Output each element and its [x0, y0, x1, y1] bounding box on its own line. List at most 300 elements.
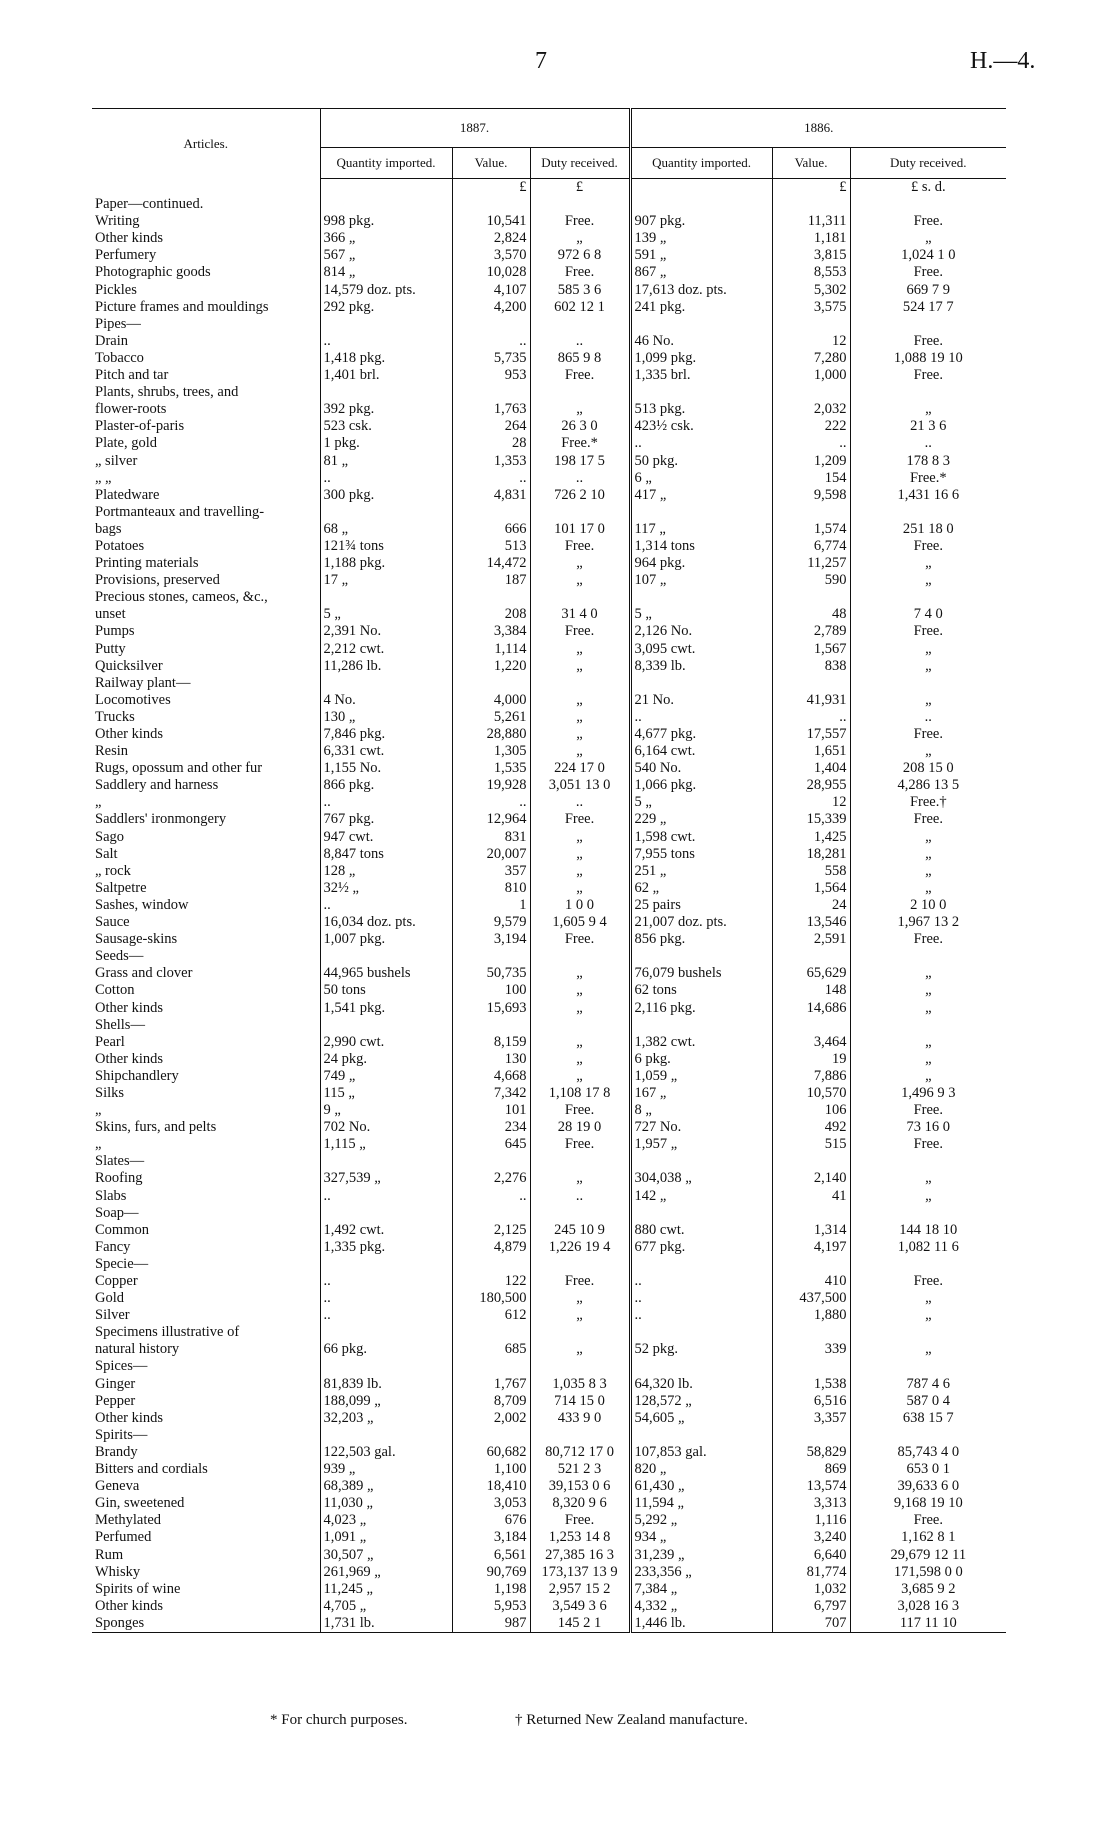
- quantity-1886: 1,335 brl.: [630, 367, 772, 384]
- value-1886: [772, 1427, 850, 1444]
- value-1886: 1,116: [772, 1512, 850, 1529]
- duty-1887: 585 3 6: [530, 282, 630, 299]
- duty-1887: 198 17 5: [530, 453, 630, 470]
- quantity-1887: 814 „: [320, 264, 452, 281]
- article-name: Sauce: [95, 914, 130, 931]
- table-row: [92, 760, 1006, 777]
- duty-1887: 1,253 14 8: [530, 1529, 630, 1546]
- value-1887: [452, 196, 530, 213]
- quantity-1886: 62 tons: [630, 982, 772, 999]
- value-1886: 106: [772, 1102, 850, 1119]
- value-1886: 1,567: [772, 641, 850, 658]
- article-name: Seeds—: [95, 948, 144, 965]
- duty-1886: „: [850, 658, 1006, 675]
- quantity-1887: [320, 504, 452, 521]
- duty-1886: [850, 675, 1006, 692]
- quantity-1886: [630, 948, 772, 965]
- value-1887: 1,763: [452, 401, 530, 418]
- table-row: [92, 1273, 1006, 1290]
- value-1886: 492: [772, 1119, 850, 1136]
- table-row: [92, 1393, 1006, 1410]
- table-row: [92, 1341, 1006, 1358]
- quantity-1887: 4 No.: [320, 692, 452, 709]
- quantity-1887: 130 „: [320, 709, 452, 726]
- duty-1887: 1,605 9 4: [530, 914, 630, 931]
- duty-1887: „: [530, 1170, 630, 1187]
- article-name: Pipes—: [95, 315, 141, 332]
- article-name: Picture frames and mouldings: [95, 298, 269, 315]
- duty-1886: [850, 504, 1006, 521]
- quantity-1887: 2,391 No.: [320, 623, 452, 640]
- duty-1887: „: [530, 709, 630, 726]
- quantity-1887: 1,731 lb.: [320, 1615, 452, 1633]
- table-row: [92, 1547, 1006, 1564]
- table-row: [92, 196, 1006, 213]
- article-name: Saddlers' ironmongery: [95, 811, 227, 828]
- quantity-1886: [630, 196, 772, 213]
- quantity-1887: 998 pkg.: [320, 213, 452, 230]
- table-row: [92, 282, 1006, 299]
- quantity-1887: 300 pkg.: [320, 487, 452, 504]
- table-row: [92, 1153, 1006, 1170]
- duty-1886: 73 16 0: [850, 1119, 1006, 1136]
- value-1887: 90,769: [452, 1564, 530, 1581]
- value-1887: 208: [452, 606, 530, 623]
- duty-1886: 1,431 16 6: [850, 487, 1006, 504]
- quantity-1887: 32½ „: [320, 880, 452, 897]
- duty-1887: „: [530, 1307, 630, 1324]
- quantity-1887: 1,335 pkg.: [320, 1239, 452, 1256]
- quantity-1887: 44,965 bushels: [320, 965, 452, 982]
- value-1886: 17,557: [772, 726, 850, 743]
- duty-1886: Free.: [850, 1512, 1006, 1529]
- value-1887: 122: [452, 1273, 530, 1290]
- value-1886: 13,574: [772, 1478, 850, 1495]
- article-name: Trucks: [95, 708, 135, 725]
- duty-1887: 972 6 8: [530, 247, 630, 264]
- value-1886: 4,197: [772, 1239, 850, 1256]
- articles-header: Articles.: [183, 135, 228, 151]
- quantity-1887: 122,503 gal.: [320, 1444, 452, 1461]
- table-row: [92, 504, 1006, 521]
- value-1887: 180,500: [452, 1290, 530, 1307]
- value-1886: 6,797: [772, 1598, 850, 1615]
- quantity-1887: 188,099 „: [320, 1393, 452, 1410]
- table-row: [92, 982, 1006, 999]
- duty-1887: Free.: [530, 931, 630, 948]
- duty-1887: 31 4 0: [530, 606, 630, 623]
- table-row: [92, 692, 1006, 709]
- duty-1886: [850, 316, 1006, 333]
- article-name: Fancy: [95, 1238, 131, 1255]
- quantity-1887: 947 cwt.: [320, 829, 452, 846]
- value-1887: 3,053: [452, 1495, 530, 1512]
- article-name: Silks: [95, 1084, 125, 1101]
- quantity-1887: [320, 1017, 452, 1034]
- quantity-1886: 417 „: [630, 487, 772, 504]
- quantity-1887: 66 pkg.: [320, 1341, 452, 1358]
- article-name: Spirits of wine: [95, 1580, 181, 1597]
- duty-1886: 144 18 10: [850, 1222, 1006, 1239]
- value-1886: 11,311: [772, 213, 850, 230]
- value-1887: 831: [452, 829, 530, 846]
- value-1886: [772, 504, 850, 521]
- value-1886: 2,140: [772, 1170, 850, 1187]
- currency-value-1887: £: [452, 179, 530, 197]
- duty-1887: Free.*: [530, 435, 630, 452]
- duty-1886: „: [850, 572, 1006, 589]
- duty-1887: ..: [530, 1188, 630, 1205]
- value-1887: 2,824: [452, 230, 530, 247]
- duty-1887: 2,957 15 2: [530, 1581, 630, 1598]
- value-1887: ..: [452, 333, 530, 350]
- quantity-1887: 81,839 lb.: [320, 1376, 452, 1393]
- duty-1886: „: [850, 401, 1006, 418]
- quantity-1886: 867 „: [630, 264, 772, 281]
- value-1886: 8,553: [772, 264, 850, 281]
- document-code: H.—4.: [970, 48, 1036, 74]
- quantity-1886: 677 pkg.: [630, 1239, 772, 1256]
- quantity-1887: 702 No.: [320, 1119, 452, 1136]
- quantity-1887: 1,492 cwt.: [320, 1222, 452, 1239]
- duty-1887: 27,385 16 3: [530, 1547, 630, 1564]
- table-row: [92, 1427, 1006, 1444]
- value-1886: [772, 1256, 850, 1273]
- value-1887: 645: [452, 1136, 530, 1153]
- value-1887: [452, 384, 530, 401]
- value-1886: 1,880: [772, 1307, 850, 1324]
- duty-1887: „: [530, 965, 630, 982]
- article-name: Resin: [95, 743, 129, 760]
- duty-1886: 669 7 9: [850, 282, 1006, 299]
- article-name: Specie—: [95, 1255, 149, 1272]
- duty-1887: Free.: [530, 213, 630, 230]
- quantity-header-1887: Quantity imported.: [320, 148, 452, 179]
- article-name: Bitters and cordials: [95, 1461, 208, 1478]
- quantity-1886: 62 „: [630, 880, 772, 897]
- duty-1887: „: [530, 1034, 630, 1051]
- duty-1887: Free.: [530, 623, 630, 640]
- value-1886: 222: [772, 418, 850, 435]
- quantity-1887: 17 „: [320, 572, 452, 589]
- value-1886: 3,815: [772, 247, 850, 264]
- value-1887: 1,220: [452, 658, 530, 675]
- value-1886: 6,774: [772, 538, 850, 555]
- value-1887: 15,693: [452, 1000, 530, 1017]
- duty-1887: Free.: [530, 811, 630, 828]
- currency-duty-1886: £ s. d.: [850, 179, 1006, 197]
- value-1887: 1,353: [452, 453, 530, 470]
- table-row: [92, 453, 1006, 470]
- quantity-1886: [630, 1324, 772, 1341]
- quantity-1886: ..: [630, 1273, 772, 1290]
- quantity-1886: 304,038 „: [630, 1170, 772, 1187]
- table-row: [92, 743, 1006, 760]
- duty-1887: „: [530, 982, 630, 999]
- value-1887: 2,276: [452, 1170, 530, 1187]
- value-1887: [452, 316, 530, 333]
- table-row: [92, 1170, 1006, 1187]
- duty-1886: 117 11 10: [850, 1615, 1006, 1633]
- article-name: „: [95, 1136, 102, 1153]
- article-name: flower-roots: [95, 401, 167, 418]
- quantity-1887: 30,507 „: [320, 1547, 452, 1564]
- duty-1887: [530, 1017, 630, 1034]
- value-1887: 685: [452, 1341, 530, 1358]
- quantity-1887: 767 pkg.: [320, 811, 452, 828]
- table-row: [92, 367, 1006, 384]
- table-row: [92, 333, 1006, 350]
- duty-1886: Free.: [850, 931, 1006, 948]
- duty-1886: „: [850, 1051, 1006, 1068]
- currency-duty-1887: £: [530, 179, 630, 197]
- footnote-returned: † Returned New Zealand manufacture.: [515, 1712, 748, 1728]
- duty-1886: „: [850, 846, 1006, 863]
- value-1887: 810: [452, 880, 530, 897]
- value-1886: ..: [772, 709, 850, 726]
- value-1886: 838: [772, 658, 850, 675]
- quantity-1886: ..: [630, 1307, 772, 1324]
- quantity-1886: 4,332 „: [630, 1598, 772, 1615]
- article-name: Plants, shrubs, trees, and: [95, 384, 239, 401]
- quantity-1886: 907 pkg.: [630, 213, 772, 230]
- duty-1886: „: [850, 880, 1006, 897]
- table-row: [92, 470, 1006, 487]
- quantity-1887: ..: [320, 333, 452, 350]
- value-1886: 590: [772, 572, 850, 589]
- duty-1887: „: [530, 1290, 630, 1307]
- table-row: [92, 1239, 1006, 1256]
- article-name: Sponges: [92, 1615, 320, 1633]
- value-1886: 41: [772, 1188, 850, 1205]
- quantity-1886: 513 pkg.: [630, 401, 772, 418]
- duty-1886: [850, 196, 1006, 213]
- quantity-1887: 2,212 cwt.: [320, 641, 452, 658]
- value-1886: 65,629: [772, 965, 850, 982]
- quantity-1886: 64,320 lb.: [630, 1376, 772, 1393]
- value-1886: 1,651: [772, 743, 850, 760]
- value-1886: 707: [772, 1615, 850, 1633]
- value-1887: 3,570: [452, 247, 530, 264]
- table-row: [92, 675, 1006, 692]
- article-name: „ „: [95, 469, 112, 486]
- table-row: [92, 897, 1006, 914]
- quantity-1886: 61,430 „: [630, 1478, 772, 1495]
- duty-1886: „: [850, 1170, 1006, 1187]
- value-1886: 1,000: [772, 367, 850, 384]
- duty-1887: „: [530, 726, 630, 743]
- value-1886: 1,032: [772, 1581, 850, 1598]
- table-row: [92, 555, 1006, 572]
- duty-1886: „: [850, 965, 1006, 982]
- value-1887: 10,541: [452, 213, 530, 230]
- article-name: Pepper: [95, 1392, 136, 1409]
- article-name: Geneva: [95, 1478, 140, 1495]
- table-row: [92, 299, 1006, 316]
- quantity-1887: 6,331 cwt.: [320, 743, 452, 760]
- duty-1887: [530, 948, 630, 965]
- value-1886: [772, 1324, 850, 1341]
- duty-1887: „: [530, 1051, 630, 1068]
- duty-1886: 208 15 0: [850, 760, 1006, 777]
- duty-1886: 39,633 6 0: [850, 1478, 1006, 1495]
- duty-1887: ..: [530, 333, 630, 350]
- value-1886: 1,314: [772, 1222, 850, 1239]
- article-name: Plaster-of-paris: [95, 418, 185, 435]
- value-1886: 6,516: [772, 1393, 850, 1410]
- table-row: [92, 213, 1006, 230]
- duty-1886: 3,028 16 3: [850, 1598, 1006, 1615]
- article-name: Tobacco: [95, 349, 144, 366]
- quantity-1886: 423½ csk.: [630, 418, 772, 435]
- value-1887: [452, 675, 530, 692]
- duty-1887: Free.: [530, 538, 630, 555]
- value-1887: ..: [452, 794, 530, 811]
- article-name: Shells—: [95, 1016, 145, 1033]
- value-1887: 987: [452, 1615, 530, 1633]
- value-1887: 130: [452, 1051, 530, 1068]
- imports-table: [92, 108, 1006, 1633]
- quantity-1887: [320, 1205, 452, 1222]
- duty-1887: „: [530, 846, 630, 863]
- duty-1886: 85,743 4 0: [850, 1444, 1006, 1461]
- quantity-1887: ..: [320, 1290, 452, 1307]
- quantity-1886: 251 „: [630, 863, 772, 880]
- duty-1886: „: [850, 1068, 1006, 1085]
- quantity-1886: ..: [630, 1290, 772, 1307]
- value-1887: 953: [452, 367, 530, 384]
- article-name: Provisions, preserved: [95, 572, 220, 589]
- duty-1886: ..: [850, 435, 1006, 452]
- quantity-1886: 1,446 lb.: [630, 1615, 772, 1633]
- quantity-1887: [320, 589, 452, 606]
- currency-value-1886: £: [772, 179, 850, 197]
- table-row: [92, 1000, 1006, 1017]
- quantity-1886: 6 pkg.: [630, 1051, 772, 1068]
- value-1887: 14,472: [452, 555, 530, 572]
- table-row: [92, 1051, 1006, 1068]
- duty-1887: 3,549 3 6: [530, 1598, 630, 1615]
- value-1887: [452, 948, 530, 965]
- duty-1886: Free.: [850, 333, 1006, 350]
- table-row: [92, 777, 1006, 794]
- duty-1886: [850, 1256, 1006, 1273]
- quantity-1886: 1,099 pkg.: [630, 350, 772, 367]
- value-1886: 1,574: [772, 521, 850, 538]
- duty-1886: [850, 1205, 1006, 1222]
- table-row: [92, 1564, 1006, 1581]
- duty-1886: 524 17 7: [850, 299, 1006, 316]
- value-1886: [772, 948, 850, 965]
- article-name: Gin, sweetened: [95, 1495, 185, 1512]
- quantity-1886: 76,079 bushels: [630, 965, 772, 982]
- duty-1887: 8,320 9 6: [530, 1495, 630, 1512]
- article-name: Pumps: [95, 623, 135, 640]
- quantity-1886: 1,066 pkg.: [630, 777, 772, 794]
- quantity-1886: 1,957 „: [630, 1136, 772, 1153]
- value-1887: 234: [452, 1119, 530, 1136]
- duty-1887: „: [530, 743, 630, 760]
- value-1887: [452, 1427, 530, 1444]
- quantity-1886: 229 „: [630, 811, 772, 828]
- duty-1887: [530, 504, 630, 521]
- duty-1886: „: [850, 641, 1006, 658]
- value-1887: 1: [452, 897, 530, 914]
- value-1887: 50,735: [452, 965, 530, 982]
- table-row: [92, 606, 1006, 623]
- quantity-1886: 934 „: [630, 1529, 772, 1546]
- quantity-1886: 46 No.: [630, 333, 772, 350]
- article-name: Soap—: [95, 1204, 139, 1221]
- value-1886: 41,931: [772, 692, 850, 709]
- value-1887: 4,200: [452, 299, 530, 316]
- quantity-1886: 54,605 „: [630, 1410, 772, 1427]
- duty-1887: „: [530, 863, 630, 880]
- quantity-1886: 21,007 doz. pts.: [630, 914, 772, 931]
- duty-1886: „: [850, 692, 1006, 709]
- quantity-1886: 8 „: [630, 1102, 772, 1119]
- duty-1886: Free.: [850, 264, 1006, 281]
- table-row: [92, 1444, 1006, 1461]
- quantity-1887: ..: [320, 1273, 452, 1290]
- quantity-1887: 523 csk.: [320, 418, 452, 435]
- table-row: [92, 1222, 1006, 1239]
- table-row: [92, 521, 1006, 538]
- table-row: [92, 1512, 1006, 1529]
- value-1886: 437,500: [772, 1290, 850, 1307]
- duty-1887: 245 10 9: [530, 1222, 630, 1239]
- duty-1886: [850, 1324, 1006, 1341]
- value-1887: [452, 1358, 530, 1375]
- table-row: [92, 1102, 1006, 1119]
- value-1886: 1,538: [772, 1376, 850, 1393]
- value-1887: 8,159: [452, 1034, 530, 1051]
- duty-1887: Free.: [530, 264, 630, 281]
- value-1886: 3,357: [772, 1410, 850, 1427]
- quantity-1887: 5 „: [320, 606, 452, 623]
- duty-1886: „: [850, 1307, 1006, 1324]
- table-row: [92, 247, 1006, 264]
- value-1886: 558: [772, 863, 850, 880]
- duty-1887: 224 17 0: [530, 760, 630, 777]
- table-row: [92, 1478, 1006, 1495]
- duty-1887: 80,712 17 0: [530, 1444, 630, 1461]
- duty-1887: „: [530, 641, 630, 658]
- quantity-1887: 1,541 pkg.: [320, 1000, 452, 1017]
- value-1886: 2,591: [772, 931, 850, 948]
- article-name: Silver: [95, 1307, 130, 1324]
- quantity-1886: 52 pkg.: [630, 1341, 772, 1358]
- quantity-1887: 292 pkg.: [320, 299, 452, 316]
- article-name: natural history: [95, 1341, 180, 1358]
- table-row: [92, 538, 1006, 555]
- duty-1886: 2 10 0: [850, 897, 1006, 914]
- value-1887: [452, 504, 530, 521]
- value-1886: 148: [772, 982, 850, 999]
- quantity-1886: 7,384 „: [630, 1581, 772, 1598]
- article-name: Rum: [95, 1546, 124, 1563]
- table-row: [92, 1529, 1006, 1546]
- duty-1887: „: [530, 880, 630, 897]
- value-1886: 3,313: [772, 1495, 850, 1512]
- value-1886: 19: [772, 1051, 850, 1068]
- quantity-1887: [320, 1153, 452, 1170]
- article-name: Pickles: [95, 281, 137, 298]
- article-name: Methylated: [95, 1512, 162, 1529]
- duty-1887: „: [530, 658, 630, 675]
- value-1887: [452, 1017, 530, 1034]
- value-1887: 12,964: [452, 811, 530, 828]
